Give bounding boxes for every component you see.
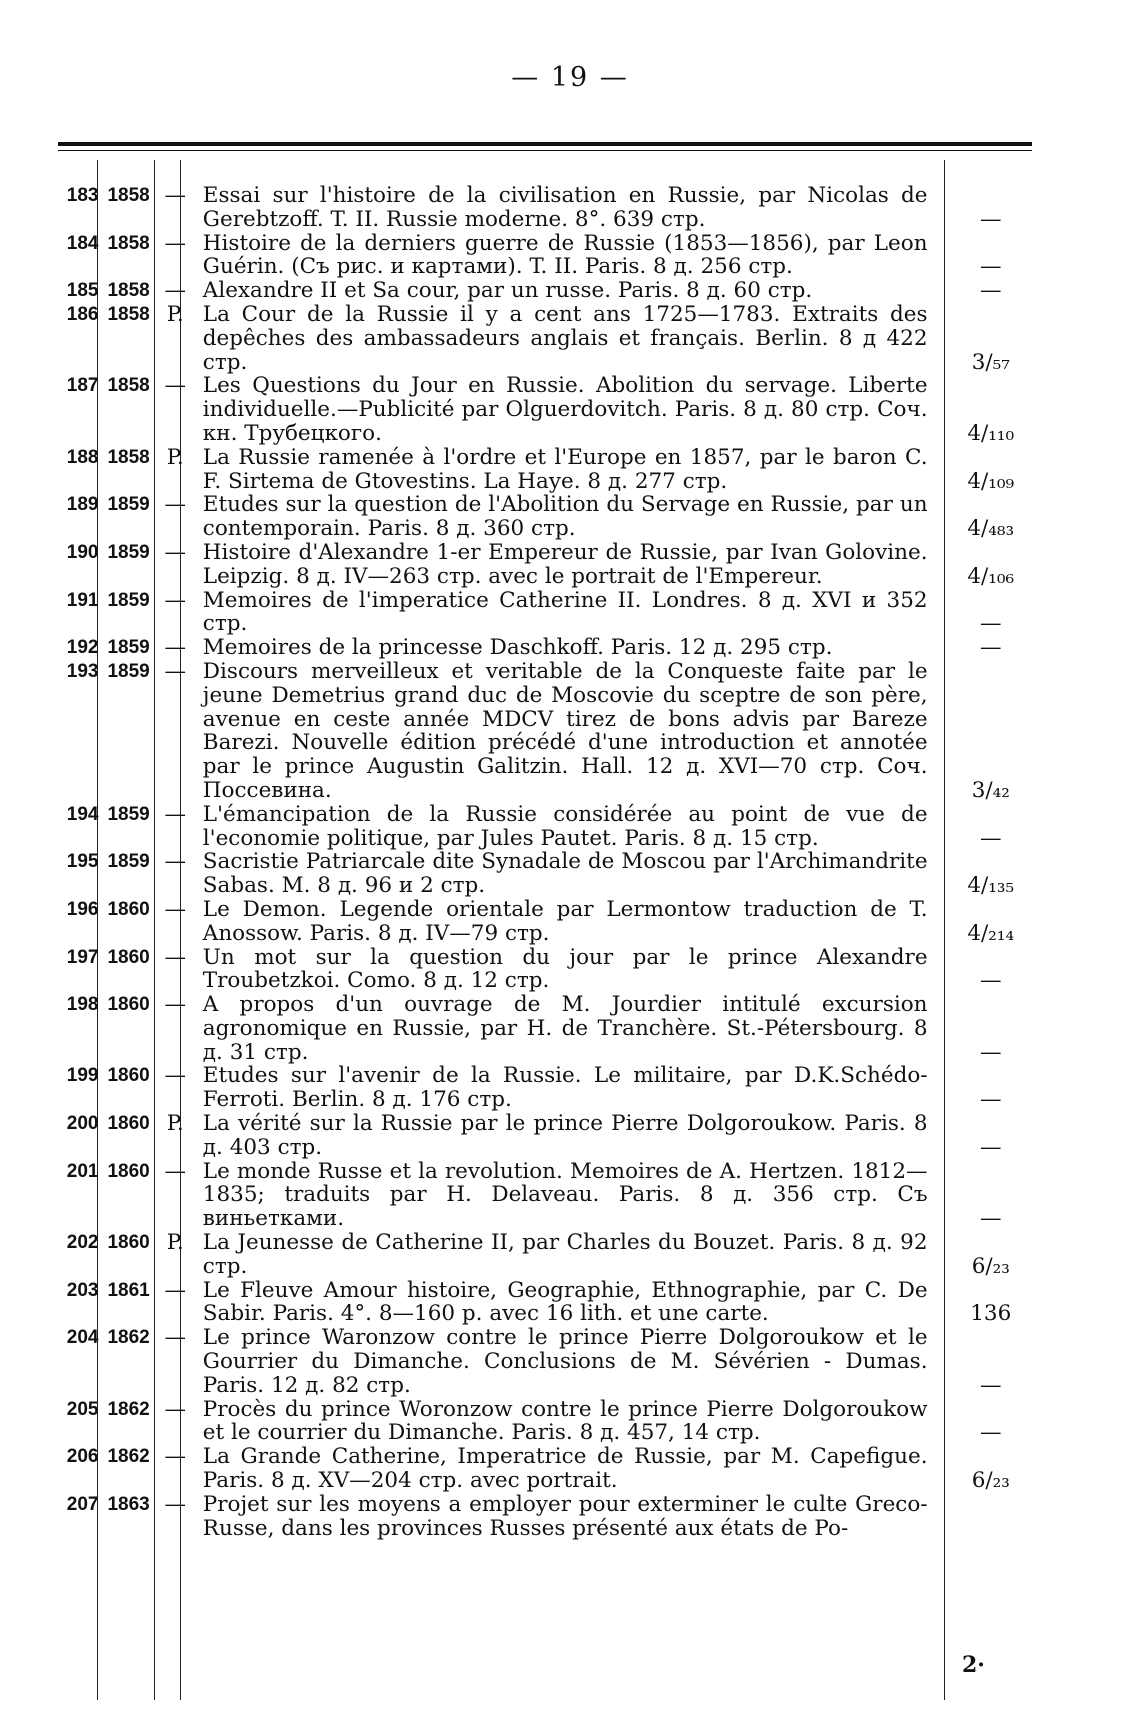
entry-year: 1862 xyxy=(107,1446,150,1468)
entry-mark: — xyxy=(164,183,187,208)
entry-year: 1860 xyxy=(107,1113,150,1135)
entry-price: 3/₅₇ xyxy=(971,349,1010,375)
catalog-entry xyxy=(38,303,1048,374)
entry-number: 207 xyxy=(66,1493,99,1515)
entry-number: 196 xyxy=(66,898,99,920)
entry-text: Un mot sur la question du jour par le prince Alexandre Troubetzkoi. Como. 8 д. 12 стр. xyxy=(202,944,928,994)
entry-mark: P. xyxy=(166,444,184,470)
catalog-entry xyxy=(38,184,1048,232)
entry-text: Histoire de la derniers guerre de Russie (1853—1856), par Leon Guérin. (Съ рис. и картами). T. II. Paris. 8 д. 256 стр. xyxy=(202,230,928,280)
entry-number: 185 xyxy=(66,280,99,302)
entry-number: 197 xyxy=(66,946,99,968)
entry-number: 184 xyxy=(66,232,99,254)
entry-mark: — xyxy=(164,539,187,565)
entry-price: — xyxy=(980,1134,1002,1160)
entry-number: 202 xyxy=(66,1232,99,1254)
entry-mark: — xyxy=(164,1444,187,1470)
entry-price: — xyxy=(980,1420,1002,1446)
catalog-entry xyxy=(38,660,1048,803)
catalog-entry xyxy=(38,279,1048,303)
entry-text: La Grande Catherine, Imperatrice de Russie, par M. Capefigue. Paris. 8 д. XV—204 стр. avec portrait. xyxy=(202,1444,928,1494)
entry-text: Histoire d'Alexandre 1-er Empereur de Russie, par Ivan Golovine. Leipzig. 8 д. IV—263 стр. avec le portrait de l'Empereur. xyxy=(202,539,928,589)
entry-year: 1860 xyxy=(107,1160,150,1182)
entry-number: 204 xyxy=(66,1327,99,1349)
entry-text: La Cour de la Russie il y a cent ans 1725—1783. Extraits des depêches des ambassadeurs anglais et français. Berlin. 8 д 422 стр. xyxy=(202,301,928,375)
catalog-entry xyxy=(38,636,1048,660)
entry-number: 187 xyxy=(66,375,99,397)
catalog-entry xyxy=(38,993,1048,1064)
entry-year: 1860 xyxy=(107,898,150,920)
catalog-entry xyxy=(38,898,1048,946)
entry-mark: P. xyxy=(166,1230,184,1256)
catalog-entry xyxy=(38,589,1048,637)
entry-year: 1858 xyxy=(107,280,150,302)
entry-number: 191 xyxy=(66,589,99,611)
entry-text: Projet sur les moyens a employer pour exterminer le culte Greco-Russe, dans les provinces Russes présenté aux états de Po- xyxy=(202,1491,928,1541)
entry-year: 1858 xyxy=(107,185,150,206)
entry-year: 1861 xyxy=(107,1279,150,1301)
entry-number: 200 xyxy=(66,1113,99,1135)
entry-year: 1859 xyxy=(107,637,150,659)
entry-mark: — xyxy=(164,992,187,1018)
entry-number: 199 xyxy=(66,1065,99,1087)
entry-price: 4/₁₁₀ xyxy=(967,420,1015,446)
catalog-entry xyxy=(38,446,1048,494)
entry-text: Memoires de la princesse Daschkoff. Paris. 12 д. 295 стр. xyxy=(202,635,833,661)
entry-number: 186 xyxy=(66,303,99,325)
entry-price: 6/₂₃ xyxy=(971,1468,1010,1494)
signature-mark: 2· xyxy=(962,1652,985,1678)
entry-year: 1858 xyxy=(107,446,150,468)
entry-price: 4/₄₈₃ xyxy=(967,516,1015,542)
page-number: — 19 — xyxy=(511,62,629,93)
entry-year: 1860 xyxy=(107,1232,150,1254)
catalog-entry xyxy=(38,1326,1048,1397)
catalog-entry xyxy=(38,374,1048,445)
entry-mark: — xyxy=(164,1277,187,1303)
catalog-entry xyxy=(38,493,1048,541)
entry-number: 192 xyxy=(66,637,99,659)
catalog-entry xyxy=(38,1112,1048,1160)
entry-mark: — xyxy=(164,635,187,661)
entry-price: 3/₄₂ xyxy=(971,777,1010,803)
entry-text: Sacristie Patriarcale dite Synadale de Moscou par l'Archimandrite Sabas. M. 8 д. 96 и 2 стр. xyxy=(202,849,928,899)
entry-mark: — xyxy=(164,801,187,827)
entry-year: 1863 xyxy=(107,1493,150,1515)
entry-number: 183 xyxy=(66,185,99,206)
catalog-entry xyxy=(38,1064,1048,1112)
entry-number: 205 xyxy=(66,1398,99,1420)
entry-price: 4/₁₃₅ xyxy=(967,873,1015,899)
entry-mark: — xyxy=(164,230,187,256)
catalog-entry xyxy=(38,803,1048,851)
entry-text: Le Demon. Legende orientale par Lermontow traduction de T. Anossow. Paris. 8 д. IV—79 стр. xyxy=(202,896,928,946)
entry-price: — xyxy=(980,1087,1002,1113)
entry-mark: — xyxy=(164,492,187,518)
entry-year: 1859 xyxy=(107,660,150,682)
catalog-entry xyxy=(38,1279,1048,1327)
catalog-entry xyxy=(38,1398,1048,1446)
entry-price: — xyxy=(980,1372,1002,1398)
catalog-entry xyxy=(38,946,1048,994)
entry-year: 1858 xyxy=(107,303,150,325)
entry-number: 201 xyxy=(66,1160,99,1182)
entry-price: — xyxy=(980,1039,1002,1065)
entry-number: 195 xyxy=(66,851,99,873)
entry-text: Le monde Russe et la revolution. Memoires de A. Hertzen. 1812—1835; traduits par H. Delaveau. Paris. 8 д. 356 стр. Съ виньетками. xyxy=(202,1158,928,1232)
entry-price: — xyxy=(980,825,1002,851)
top-rule-thin xyxy=(58,150,1032,151)
entry-text: Etudes sur la question de l'Abolition du Servage en Russie, par un contemporain. Paris. 8 д. 360 стр. xyxy=(202,492,928,542)
entry-text: Etudes sur l'avenir de la Russie. Le militaire, par D.K.Schédo-Ferroti. Berlin. 8 д. 176 стр. xyxy=(202,1063,928,1113)
entry-text: A propos d'un ouvrage de M. Jourdier intitulé excursion agronomique en Russie, par H. de Tranchère. St.-Pétersbourg. 8 д. 31 стр. xyxy=(202,992,928,1065)
entry-text: La Jeunesse de Catherine II, par Charles du Bouzet. Paris. 8 д. 92 стр. xyxy=(202,1230,928,1279)
entry-number: 189 xyxy=(66,494,99,516)
catalog-table xyxy=(38,184,1048,1540)
entry-mark: P. xyxy=(166,301,184,327)
entry-text: Essai sur l'histoire de la civilisation en Russie, par Nicolas de Gerebtzoff. T. II. Russie moderne. 8°. 639 стр. xyxy=(202,183,928,232)
entry-price: 6/₂₃ xyxy=(971,1253,1010,1279)
entry-year: 1860 xyxy=(107,1065,150,1087)
entry-year: 1860 xyxy=(107,994,150,1016)
catalog-entry xyxy=(38,850,1048,898)
entry-price: — xyxy=(980,206,1002,232)
entry-text: Alexandre II et Sa cour, par un russe. Paris. 8 д. 60 стр. xyxy=(202,278,813,304)
entry-text: Procès du prince Woronzow contre le prince Pierre Dolgoroukow et le courrier du Dimanche. Paris. 8 д. 457, 14 стр. xyxy=(202,1396,928,1446)
top-rule xyxy=(58,142,1032,146)
entry-price xyxy=(934,1493,1048,1541)
entry-number: 203 xyxy=(66,1279,99,1301)
entry-price: 4/₁₀₉ xyxy=(967,468,1015,494)
catalog-entry xyxy=(38,1231,1048,1279)
entry-price: — xyxy=(980,1206,1002,1232)
entry-number: 190 xyxy=(66,541,99,563)
entry-price: 4/₂₁₄ xyxy=(967,920,1015,946)
entry-text: Les Questions du Jour en Russie. Abolition du servage. Liberte individuelle.—Publicité par Olguerdovitch. Paris. 8 д. 80 стр. Соч. кн. Трубецкого. xyxy=(202,373,928,446)
entry-mark: — xyxy=(164,1491,187,1517)
entry-mark: — xyxy=(164,278,187,304)
entry-year: 1859 xyxy=(107,803,150,825)
entry-year: 1859 xyxy=(107,541,150,563)
entry-text: Memoires de l'imperatice Catherine II. Londres. 8 д. XVI и 352 стр. xyxy=(202,587,928,637)
entry-year: 1858 xyxy=(107,375,150,397)
entry-year: 1859 xyxy=(107,851,150,873)
entry-year: 1859 xyxy=(107,589,150,611)
entry-number: 188 xyxy=(66,446,99,468)
entry-price: 4/₁₀₆ xyxy=(967,563,1015,589)
entry-mark: — xyxy=(164,1063,187,1089)
entry-mark: — xyxy=(164,1325,187,1351)
entry-text: Le Fleuve Amour histoire, Geographie, Ethnographie, par C. De Sabir. Paris. 4°. 8—160 p. avec 16 lith. et une carte. xyxy=(202,1277,928,1327)
entry-mark: — xyxy=(164,944,187,970)
entry-number: 198 xyxy=(66,994,99,1016)
entry-price: 136 xyxy=(970,1301,1012,1327)
entry-mark: — xyxy=(164,587,187,613)
entry-year: 1859 xyxy=(107,494,150,516)
entry-price: — xyxy=(980,968,1002,994)
entry-price: — xyxy=(980,278,1002,304)
entry-text: La Russie ramenée à l'ordre et l'Europe en 1857, par le baron C. F. Sirtema de Gtovestins. La Haye. 8 д. 277 стр. xyxy=(202,444,928,494)
entry-text: Discours merveilleux et veritable de la Conqueste faite par le jeune Demetrius grand duc de Moscovie du sceptre de son père, avenue en ceste année MDCV tirez de bons advis par Bareze Barezi. Nouvelle édition précédé d'une introduction et annotée par le prince Augustin Galitzin. Hall. 12 д. XVI—70 стр. Соч. Поссевина. xyxy=(202,658,928,803)
entry-text: L'émancipation de la Russie considérée au point de vue de l'economie politique, par Jules Pautet. Paris. 8 д. 15 стр. xyxy=(202,801,928,851)
entry-mark: — xyxy=(164,1158,187,1184)
entry-year: 1858 xyxy=(107,232,150,254)
catalog-entry xyxy=(38,541,1048,589)
entry-price: — xyxy=(980,635,1002,661)
catalog-entry xyxy=(38,1445,1048,1493)
entry-mark: — xyxy=(164,373,187,399)
catalog-entry xyxy=(38,232,1048,280)
entry-price: — xyxy=(980,611,1002,637)
entry-number: 194 xyxy=(66,803,99,825)
catalog-entry xyxy=(38,1160,1048,1231)
entry-price: — xyxy=(980,254,1002,280)
entry-year: 1862 xyxy=(107,1327,150,1349)
entry-text: Le prince Waronzow contre le prince Pierre Dolgoroukow et le Gourrier du Dimanche. Conclusions de M. Sévérien - Dumas. Paris. 12 д. 82 стр. xyxy=(202,1325,928,1398)
catalog-entry xyxy=(38,1493,1048,1541)
entry-mark: P. xyxy=(166,1111,184,1137)
entry-year: 1860 xyxy=(107,946,150,968)
entry-mark: — xyxy=(164,896,187,922)
entry-number: 193 xyxy=(66,660,99,682)
entry-text: La vérité sur la Russie par le prince Pierre Dolgoroukow. Paris. 8 д. 403 стр. xyxy=(202,1111,928,1160)
entry-number: 206 xyxy=(66,1446,99,1468)
entry-year: 1862 xyxy=(107,1398,150,1420)
entry-mark: — xyxy=(164,1396,187,1422)
entry-mark: — xyxy=(164,658,187,684)
entry-mark: — xyxy=(164,849,187,875)
